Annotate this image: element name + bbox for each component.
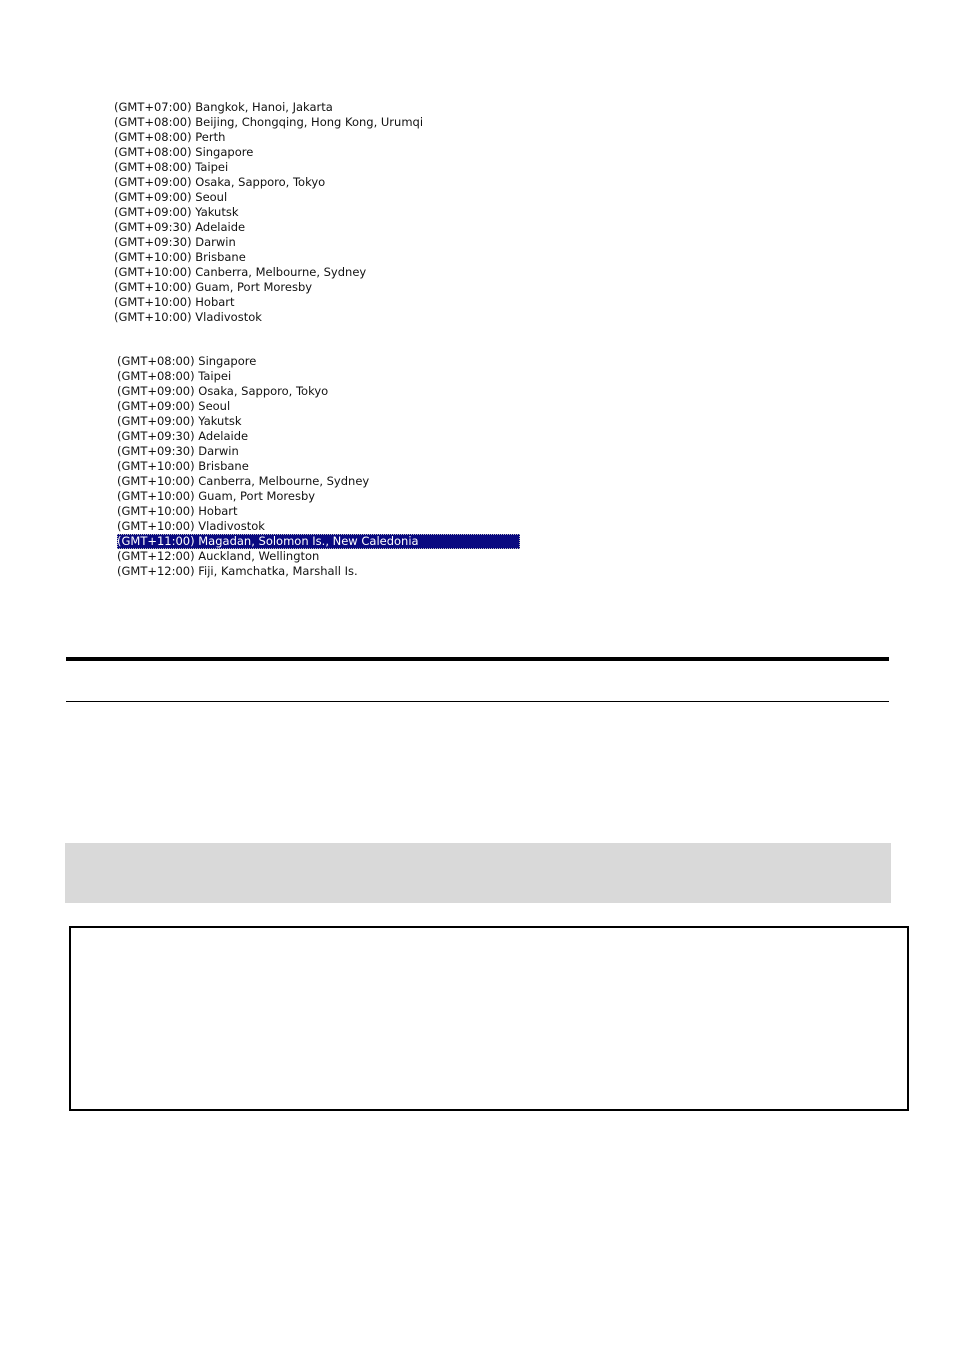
timezone-option[interactable]: (GMT+10:00) Guam, Port Moresby — [117, 489, 316, 503]
timezone-option[interactable]: (GMT+09:00) Yakutsk — [117, 414, 242, 428]
timezone-option[interactable]: (GMT+09:00) Seoul — [117, 399, 231, 413]
timezone-option[interactable]: (GMT+10:00) Brisbane — [114, 250, 246, 264]
timezone-option[interactable]: (GMT+08:00) Perth — [114, 130, 226, 144]
timezone-option[interactable]: (GMT+09:00) Yakutsk — [114, 205, 239, 219]
shaded-section-band — [65, 843, 891, 903]
timezone-option[interactable]: (GMT+07:00) Bangkok, Hanoi, Jakarta — [114, 100, 333, 114]
timezone-option[interactable]: (GMT+09:30) Darwin — [114, 235, 236, 249]
timezone-option[interactable]: (GMT+09:00) Seoul — [114, 190, 228, 204]
timezone-option[interactable]: (GMT+09:00) Osaka, Sapporo, Tokyo — [114, 175, 326, 189]
timezone-option[interactable]: (GMT+09:30) Darwin — [117, 444, 239, 458]
timezone-dropdown-list-1[interactable] — [114, 100, 424, 325]
timezone-option[interactable]: (GMT+08:00) Singapore — [114, 145, 254, 159]
timezone-option[interactable]: (GMT+10:00) Hobart — [117, 504, 238, 518]
timezone-option[interactable]: (GMT+10:00) Vladivostok — [117, 519, 265, 533]
section-divider-thin — [66, 701, 889, 702]
timezone-option[interactable]: (GMT+09:30) Adelaide — [114, 220, 246, 234]
timezone-option-selected[interactable]: (GMT+11:00) Magadan, Solomon Is., New Caledonia — [117, 534, 520, 549]
timezone-option[interactable]: (GMT+10:00) Vladivostok — [114, 310, 262, 324]
timezone-option[interactable]: (GMT+10:00) Guam, Port Moresby — [114, 280, 313, 294]
timezone-option[interactable]: (GMT+10:00) Canberra, Melbourne, Sydney — [114, 265, 367, 279]
timezone-option[interactable]: (GMT+09:00) Osaka, Sapporo, Tokyo — [117, 384, 329, 398]
timezone-option[interactable]: (GMT+10:00) Canberra, Melbourne, Sydney — [117, 474, 370, 488]
section-divider-thick — [66, 657, 889, 661]
timezone-option[interactable]: (GMT+12:00) Auckland, Wellington — [117, 549, 320, 563]
timezone-option[interactable]: (GMT+08:00) Singapore — [117, 354, 257, 368]
timezone-option[interactable]: (GMT+08:00) Taipei — [114, 160, 229, 174]
timezone-option[interactable]: (GMT+08:00) Taipei — [117, 369, 232, 383]
timezone-option[interactable]: (GMT+10:00) Brisbane — [117, 459, 249, 473]
bordered-content-box — [69, 926, 909, 1111]
timezone-dropdown-list-2[interactable] — [117, 354, 520, 579]
timezone-option[interactable]: (GMT+09:30) Adelaide — [117, 429, 249, 443]
timezone-option[interactable]: (GMT+10:00) Hobart — [114, 295, 235, 309]
timezone-option[interactable]: (GMT+08:00) Beijing, Chongqing, Hong Kong, Urumqi — [114, 115, 424, 129]
timezone-option[interactable]: (GMT+12:00) Fiji, Kamchatka, Marshall Is. — [117, 564, 358, 578]
